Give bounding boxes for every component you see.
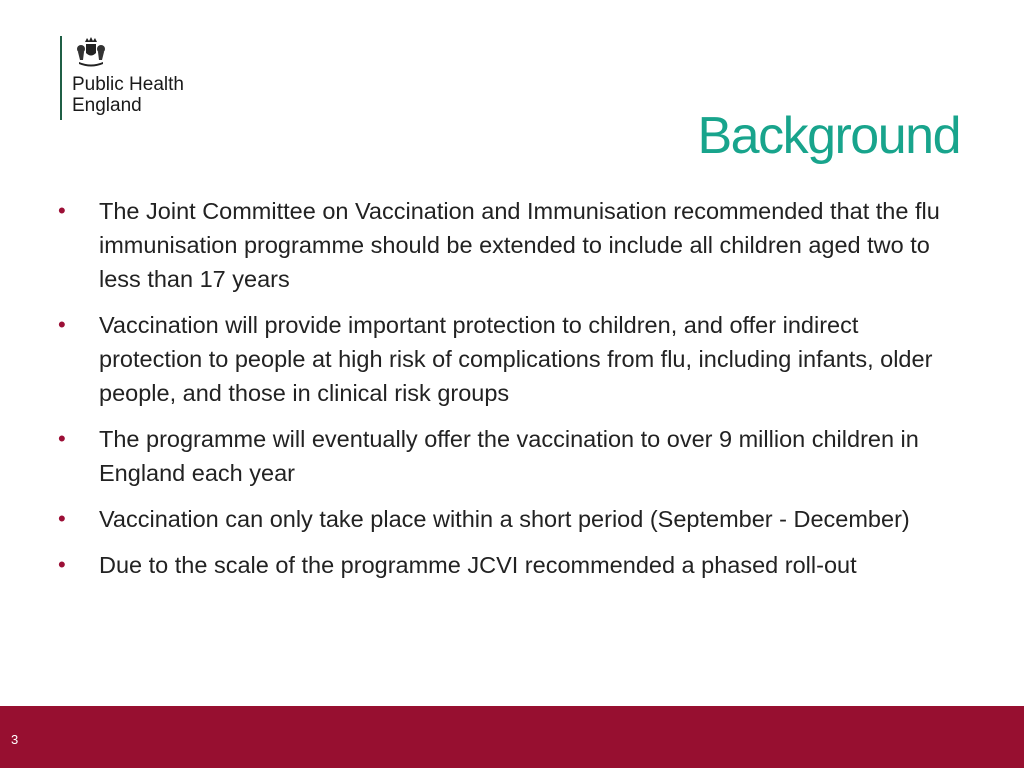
bullet-marker: •: [58, 198, 66, 223]
bullet-marker: •: [58, 506, 66, 531]
list-item: [58, 422, 958, 490]
royal-crest-icon: [74, 36, 108, 68]
phe-logo: [60, 36, 232, 120]
list-item: [58, 548, 958, 582]
slide-title: Background: [697, 107, 960, 165]
bullet-list: [58, 194, 958, 594]
bullet-marker: •: [58, 426, 66, 451]
bullet-text: Vaccination will provide important protection to children, and offer indirect protection to people at high risk of complications from flu, including infants, older people, and those in clinical risk groups: [99, 312, 933, 406]
bullet-text: The Joint Committee on Vaccination and Immunisation recommended that the flu immunisation programme should be extended to include all children aged two to less than 17 years: [99, 198, 940, 292]
bullet-text: The programme will eventually offer the vaccination to over 9 million children in England each year: [99, 426, 919, 486]
bullet-marker: •: [58, 552, 66, 577]
bullet-marker: •: [58, 312, 66, 337]
page-number: 3: [11, 732, 19, 747]
list-item: [58, 194, 958, 296]
list-item: [58, 502, 958, 536]
list-item: [58, 308, 958, 410]
bullet-text: Due to the scale of the programme JCVI recommended a phased roll-out: [99, 552, 857, 578]
bullet-text: Vaccination can only take place within a short period (September - December): [99, 506, 910, 532]
organisation-name: Public Health England: [72, 74, 184, 116]
footer-bar: [0, 706, 1024, 768]
